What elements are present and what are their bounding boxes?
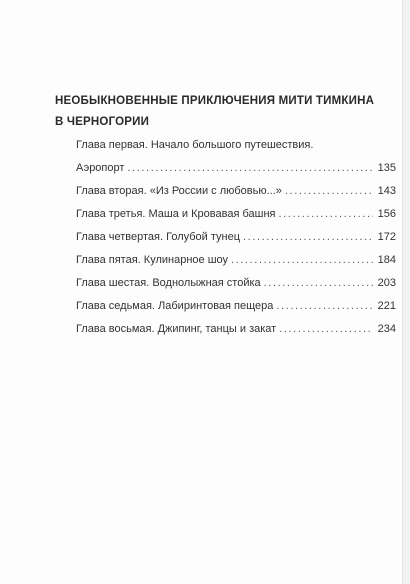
toc-page-number: 156 [377,208,396,220]
dot-leader [127,157,373,180]
dot-leader [264,272,373,295]
toc-entry-title: Глава восьмая. Джипинг, танцы и закат [76,323,277,335]
toc-entry-title: Глава вторая. «Из России с любовью...» [76,185,282,197]
section-heading-line-2: В ЧЕРНОГОРИИ [55,116,150,128]
toc-entry [76,226,396,249]
dot-leader [278,203,373,226]
toc-page-number: 184 [377,254,396,266]
toc-page-number: 221 [377,300,396,312]
toc-entry-title: Глава первая. Начало большого путешествия. [76,139,314,151]
toc-page-number: 135 [377,162,396,174]
table-of-contents [76,134,396,341]
dot-leader [276,295,373,318]
toc-entry [76,249,396,272]
dot-leader [279,318,373,341]
toc-entry-title: Глава четвертая. Голубой тунец [76,231,241,243]
toc-entry [76,180,396,203]
toc-entry-title: Глава третья. Маша и Кровавая башня [76,208,276,220]
toc-entry-title: Глава седьмая. Лабиринтовая пещера [76,300,274,312]
toc-page-number: 203 [377,277,396,289]
section-heading [55,91,375,133]
toc-entry-title: Аэропорт [76,162,125,174]
toc-entry [76,272,396,295]
toc-page-number: 234 [377,323,396,335]
dot-leader [243,226,373,249]
toc-entry [76,157,396,180]
toc-entry-title-line [76,134,396,157]
dot-leader [231,249,373,272]
section-heading-line-1: НЕОБЫКНОВЕННЫЕ ПРИКЛЮЧЕНИЯ МИТИ ТИМКИНА [55,95,375,107]
toc-entry [76,318,396,341]
toc-entry-title: Глава шестая. Воднолыжная стойка [76,277,261,289]
toc-page-number: 172 [377,231,396,243]
toc-entry [76,203,396,226]
toc-entry-title: Глава пятая. Кулинарное шоу [76,254,229,266]
toc-entry [76,295,396,318]
dot-leader [285,180,373,203]
toc-page-number: 143 [377,185,396,197]
